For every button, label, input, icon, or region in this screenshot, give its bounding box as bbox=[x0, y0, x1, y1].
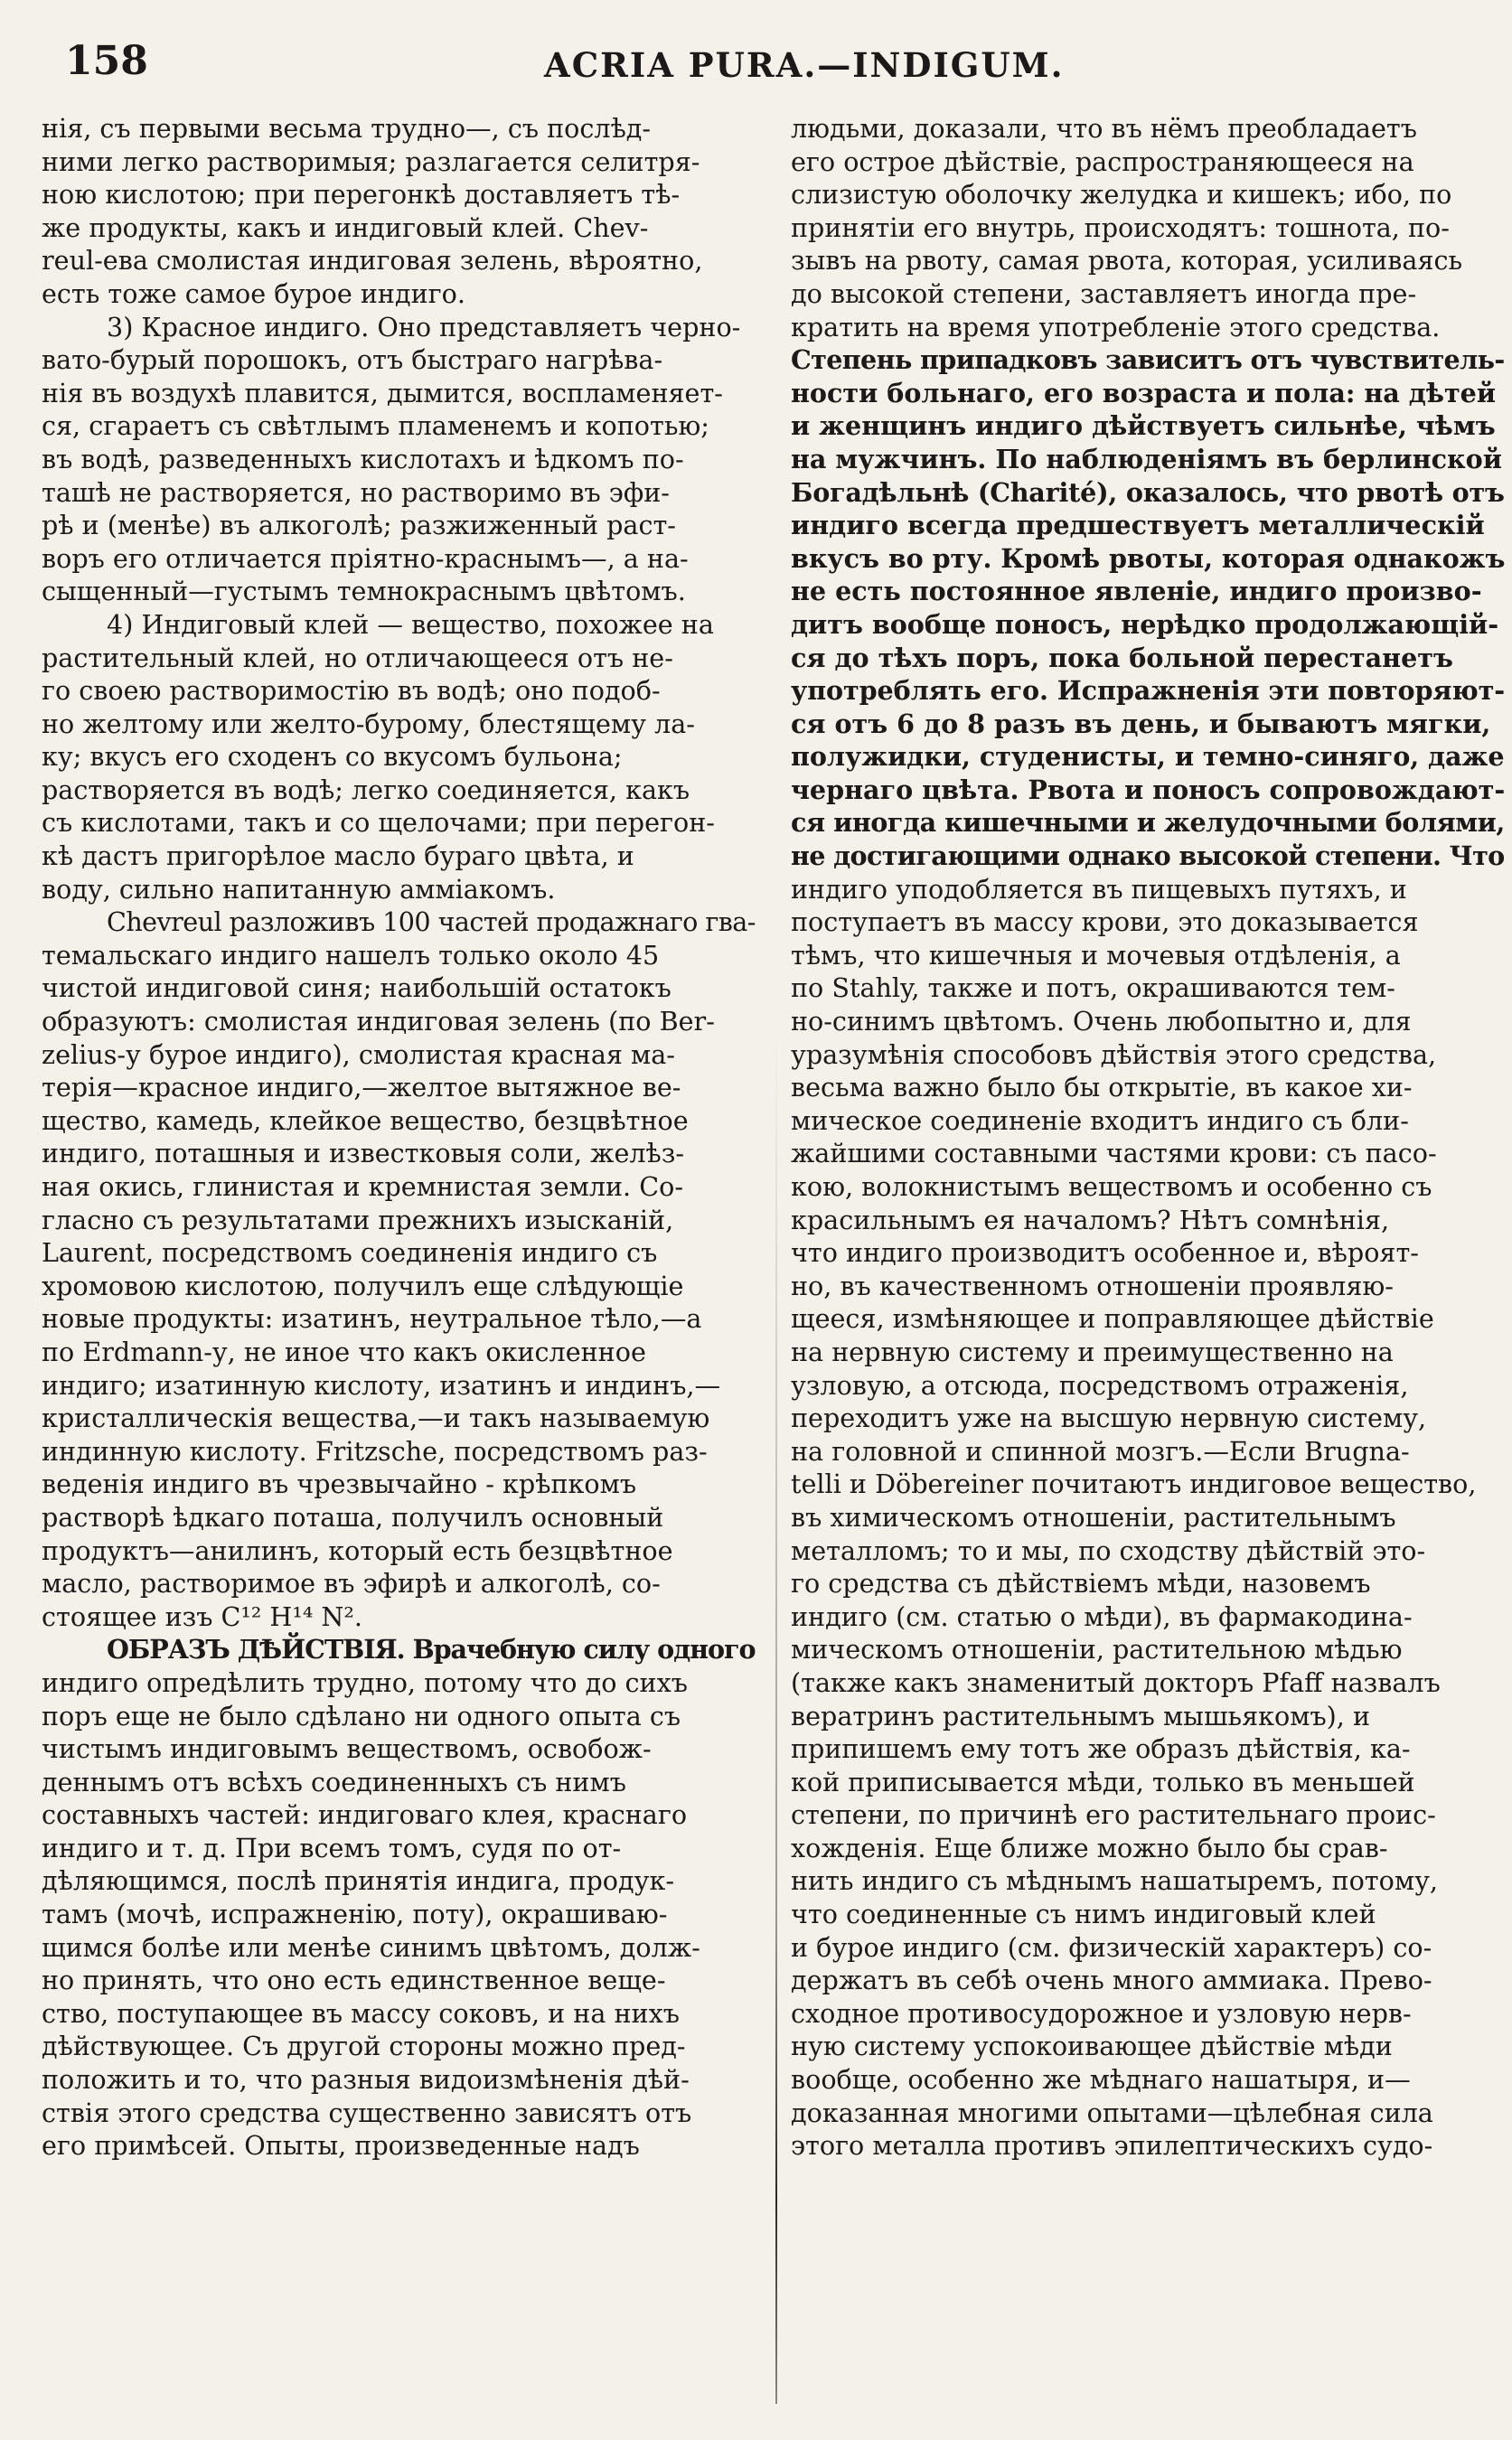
text-line: ними легко растворимыя; разлагается селитря- bbox=[42, 145, 700, 177]
text-line: сыщенный—густымъ темнокраснымъ цвѣтомъ. bbox=[42, 576, 686, 607]
text-line: зывъ на рвоту, самая рвота, которая, усиливаясь bbox=[791, 245, 1463, 277]
text-line: кѣ дастъ пригорѣлое масло бураго цвѣта, и bbox=[42, 840, 634, 872]
text-line: сходное противосудорожное и узловую нерв- bbox=[791, 1997, 1412, 2029]
page-header bbox=[65, 38, 1439, 101]
text-line: индиго и т. д. При всемъ томъ, судя по от- bbox=[42, 1832, 622, 1863]
text-line: рѣ и (менѣе) въ алкоголѣ; разжиженный раст- bbox=[42, 510, 676, 541]
text-line: деннымъ отъ всѣхъ соединенныхъ съ нимъ bbox=[42, 1766, 626, 1797]
text-line: въ химическомъ отношеніи, растительнымъ bbox=[791, 1501, 1396, 1533]
text-line: мическомъ отношеніи, растительною мѣдью bbox=[791, 1634, 1403, 1666]
text-line: полужидки, студенисты, и темно-синяго, даже bbox=[791, 741, 1505, 773]
text-line: индиго; изатинную кислоту, изатинъ и индинъ,— bbox=[42, 1369, 721, 1401]
text-line: Laurent, посредствомъ соединенія индиго съ bbox=[42, 1237, 658, 1269]
text-line: держатъ въ себѣ очень много аммиака. Прево- bbox=[791, 1965, 1432, 1996]
text-line: Богадѣльнѣ (Charité), оказалось, что рвотѣ отъ bbox=[791, 476, 1505, 508]
text-line: слизистую оболочку желудка и кишекъ; ибо, по bbox=[791, 179, 1452, 211]
text-line: индинную кислоту. Fritzsche, посредствомъ раз- bbox=[42, 1435, 708, 1467]
text-line: что соединенные съ нимъ индиговый клей bbox=[791, 1899, 1376, 1930]
text-line: на мужчинъ. По наблюденіямъ въ берлинской bbox=[791, 443, 1502, 474]
text-line: растворѣ ѣдкаго поташа, получилъ основный bbox=[42, 1501, 664, 1533]
text-line: гласно съ результатами прежнихъ изысканій, bbox=[42, 1204, 674, 1235]
text-line: ствія этого средства существенно зависятъ отъ bbox=[42, 2097, 692, 2128]
text-line: го средства съ дѣйствіемъ мѣди, назовемъ bbox=[791, 1568, 1371, 1600]
text-line: поступаетъ въ массу крови, это доказывается bbox=[791, 906, 1419, 938]
text-line: индиго опредѣлить трудно, потому что до сихъ bbox=[42, 1666, 688, 1698]
text-line: узловую, а отсюда, посредствомъ отраженія, bbox=[791, 1369, 1409, 1401]
text-line: ся отъ 6 до 8 разъ въ день, и бываютъ мягки, bbox=[791, 708, 1491, 739]
left-column bbox=[42, 112, 756, 2163]
text-line: растворяется въ водѣ; легко соединяется, какъ bbox=[42, 774, 690, 805]
text-line: и бурое индиго (см. физическій характеръ) со- bbox=[791, 1931, 1432, 1963]
text-line: составныхъ частей: индиговаго клея, краснаго bbox=[42, 1799, 688, 1831]
text-line: чистымъ индиговымъ веществомъ, освобож- bbox=[42, 1733, 652, 1765]
text-line: и женщинъ индиго дѣйствуетъ сильнѣе, чѣмъ bbox=[791, 410, 1496, 442]
text-line: ности больнаго, его возраста и пола: на дѣтей bbox=[791, 377, 1497, 408]
text-line: положить и то, что разныя видоизмѣненія дѣй- bbox=[42, 2064, 690, 2096]
text-line: дѣляющимся, послѣ принятія индига, продук- bbox=[42, 1865, 674, 1897]
text-line: весьма важно было бы открытіе, въ какое хи- bbox=[791, 1072, 1413, 1103]
text-line: на головной и спинной мозгъ.—Если Brugna- bbox=[791, 1435, 1410, 1467]
text-line: воду, сильно напитанную амміакомъ. bbox=[42, 873, 556, 905]
text-line: съ кислотами, такъ и со щелочами; при перегон- bbox=[42, 807, 715, 839]
text-line: щимся болѣе или менѣе синимъ цвѣтомъ, долж- bbox=[42, 1931, 700, 1963]
text-line: ство, поступающее въ массу соковъ, и на нихъ bbox=[42, 1997, 680, 2029]
text-line: его примѣсей. Опыты, произведенные надъ bbox=[42, 2130, 640, 2162]
text-line: доказанная многими опытами—цѣлебная сила bbox=[791, 2097, 1433, 2128]
text-line: щееся, измѣняющее и поправляющее дѣйствіе bbox=[791, 1303, 1434, 1335]
text-line: кой приписывается мѣди, только въ меньшей bbox=[791, 1766, 1415, 1797]
text-line: ся, сгараетъ съ свѣтлымъ пламенемъ и копотью; bbox=[42, 410, 709, 442]
text-line: этого металла противъ эпилептическихъ судо- bbox=[791, 2130, 1433, 2162]
text-line: мическое соединеніе входитъ индиго съ бли- bbox=[791, 1104, 1409, 1136]
text-line: ку; вкусъ его сходенъ со вкусомъ бульона; bbox=[42, 741, 623, 773]
text-line: масло, растворимое въ эфирѣ и алкоголѣ, со- bbox=[42, 1568, 661, 1600]
text-line: чистой индиговой синя; наибольшій остатокъ bbox=[42, 972, 671, 1004]
page-number: 158 bbox=[65, 38, 148, 84]
text-line: жайшими составными частями крови: съ пасо- bbox=[791, 1138, 1437, 1169]
text-line: стоящее изъ C¹² H¹⁴ N². bbox=[42, 1600, 362, 1632]
text-line: до высокой степени, заставляетъ иногда пре- bbox=[791, 277, 1417, 309]
text-line: ОБРАЗЪ ДѢЙСТВІЯ. Врачебную силу одного bbox=[107, 1634, 756, 1666]
text-line: переходитъ уже на высшую нервную систему, bbox=[791, 1403, 1427, 1434]
text-line: вератринъ растительнымъ мышьякомъ), и bbox=[791, 1700, 1371, 1731]
text-line: кою, волокнистымъ веществомъ и особенно съ bbox=[791, 1171, 1432, 1202]
text-line: но, въ качественномъ отношеніи проявляю- bbox=[791, 1270, 1394, 1301]
text-line: уразумѣнія способовъ дѣйствія этого средства, bbox=[791, 1038, 1437, 1070]
right-column bbox=[791, 112, 1505, 2163]
text-line: хожденія. Еще ближе можно было бы срав- bbox=[791, 1832, 1388, 1863]
text-line: людьми, доказали, что въ нёмъ преобладаетъ bbox=[791, 113, 1417, 144]
text-line: не достигающими однако высокой степени. Что bbox=[791, 840, 1505, 872]
text-line: нія, съ первыми весьма трудно—, съ послѣд- bbox=[42, 113, 652, 144]
text-line: растительный клей, но отличающееся отъ не- bbox=[42, 642, 673, 673]
text-line: нія въ воздухѣ плавится, дымится, воспламеняет- bbox=[42, 377, 723, 408]
text-line: есть тоже самое бурое индиго. bbox=[42, 277, 465, 309]
text-line: нить индиго съ мѣднымъ нашатыремъ, потому, bbox=[791, 1865, 1438, 1897]
text-line: (также какъ знаменитый докторъ Pfaff назвалъ bbox=[791, 1666, 1441, 1698]
text-line: въ водѣ, разведенныхъ кислотахъ и ѣдкомъ по- bbox=[42, 443, 684, 474]
text-line: ся до тѣхъ поръ, пока больной перестанетъ bbox=[791, 642, 1453, 673]
text-line: тамъ (мочѣ, испражненію, поту), окрашиваю- bbox=[42, 1899, 668, 1930]
text-line: но принять, что оно есть единственное веще- bbox=[42, 1965, 666, 1996]
text-line: терія—красное индиго,—желтое вытяжное ве- bbox=[42, 1072, 681, 1103]
text-line: индиго уподобляется въ пищевыхъ путяхъ, и bbox=[791, 873, 1407, 905]
text-line: вкусъ во рту. Кромѣ рвоты, которая однакожъ bbox=[791, 542, 1506, 574]
text-line: что индиго производитъ особенное и, вѣроят- bbox=[791, 1237, 1419, 1269]
text-line: поръ еще не было сдѣлано ни одного опыта съ bbox=[42, 1700, 681, 1731]
text-line: индиго (см. статью о мѣди), въ фармакодина- bbox=[791, 1600, 1413, 1632]
text-line: кратить на время употребленіе этого средства. bbox=[791, 311, 1441, 343]
text-line: ная окись, глинистая и кремнистая земли. Со- bbox=[42, 1171, 683, 1202]
text-line: его острое дѣйствіе, распространяющееся на bbox=[791, 145, 1414, 177]
text-line: веденія индиго въ чрезвычайно - крѣпкомъ bbox=[42, 1469, 637, 1500]
text-line: reul-ева смолистая индиговая зелень, вѣроятно, bbox=[42, 245, 703, 277]
column-divider bbox=[775, 1030, 777, 2404]
text-line: употреблять его. Испражненія эти повторяют- bbox=[791, 675, 1506, 707]
text-line: припишемъ ему тотъ же образъ дѣйствія, ка- bbox=[791, 1733, 1411, 1765]
text-line: принятіи его внутрь, происходятъ: тошнота, по- bbox=[791, 211, 1450, 243]
text-line: чернаго цвѣта. Рвота и поносъ сопровождают- bbox=[791, 774, 1506, 805]
text-line: тѣмъ, что кишечныя и мочевыя отдѣленія, а bbox=[791, 939, 1401, 971]
text-line: новые продукты: изатинъ, неутральное тѣло,—а bbox=[42, 1303, 702, 1335]
text-line: темальскаго индиго нашелъ только около 45 bbox=[42, 939, 660, 971]
text-line: дитъ вообще поносъ, нерѣдко продолжающій- bbox=[791, 608, 1499, 640]
text-line: zelius-у бурое индиго), смолистая красная ма- bbox=[42, 1038, 675, 1070]
text-line: дѣйствующее. Съ другой стороны можно пред- bbox=[42, 2031, 686, 2062]
text-line: 4) Индиговый клей — вещество, похожее на bbox=[107, 608, 714, 640]
text-line: металломъ; то и мы, по сходству дѣйствій это- bbox=[791, 1534, 1426, 1566]
text-line: вато-бурый порошокъ, отъ быстраго нагрѣва- bbox=[42, 344, 663, 376]
text-line: го своею растворимостію въ водѣ; оно подоб- bbox=[42, 675, 661, 707]
text-line: индиго, поташныя и известковыя соли, желѣз- bbox=[42, 1138, 685, 1169]
text-line: 3) Красное индиго. Оно представляетъ черно- bbox=[107, 311, 741, 343]
text-line: красильнымъ ея началомъ? Нѣтъ сомнѣнія, bbox=[791, 1204, 1390, 1235]
text-line: по Stahly, также и потъ, окрашиваются тем- bbox=[791, 972, 1395, 1004]
text-line: образуютъ: смолистая индиговая зелень (по Ber- bbox=[42, 1006, 715, 1037]
text-line: щество, камедь, клейкое вещество, безцвѣтное bbox=[42, 1104, 689, 1136]
text-line: ташѣ не растворяется, но растворимо въ эфи- bbox=[42, 476, 670, 508]
text-line: Степень припадковъ зависитъ отъ чувствитель- bbox=[791, 344, 1505, 376]
text-line: Chevreul разложивъ 100 частей продажнаго гва- bbox=[107, 906, 756, 938]
text-line: вообще, особенно же мѣднаго нашатыря, и— bbox=[791, 2064, 1411, 2096]
text-line: ся иногда кишечными и желудочными болями, bbox=[791, 807, 1505, 839]
text-line: ную систему успокоивающее дѣйствіе мѣди bbox=[791, 2031, 1393, 2062]
text-line: не есть постоянное явленіе, индиго произво- bbox=[791, 576, 1482, 607]
text-line: по Erdmann-у, не иное что какъ окисленное bbox=[42, 1336, 646, 1367]
text-line: индиго всегда предшествуетъ металлическій bbox=[791, 510, 1485, 541]
text-line: telli и Döbereiner почитаютъ индиговое вещество, bbox=[791, 1469, 1477, 1500]
text-line: кристаллическія вещества,—и такъ называемую bbox=[42, 1403, 710, 1434]
text-line: но-синимъ цвѣтомъ. Очень любопытно и, для bbox=[791, 1006, 1412, 1037]
text-line: хромовою кислотою, получилъ еще слѣдующіе bbox=[42, 1270, 684, 1301]
text-line: продуктъ—анилинъ, который есть безцвѣтное bbox=[42, 1534, 673, 1566]
text-line: но желтому или желто-бурому, блестящему ла- bbox=[42, 708, 695, 739]
text-line: же продукты, какъ и индиговый клей. Chev- bbox=[42, 211, 649, 243]
text-line: степени, по причинѣ его растительнаго проис- bbox=[791, 1799, 1436, 1831]
text-line: воръ его отличается пріятно-краснымъ—, а на- bbox=[42, 542, 689, 574]
text-line: ною кислотою; при перегонкѣ доставляетъ тѣ- bbox=[42, 179, 681, 211]
running-head: ACRIA PURA.—INDIGUM. bbox=[544, 45, 1065, 85]
text-line: на нервную систему и преимущественно на bbox=[791, 1336, 1394, 1367]
